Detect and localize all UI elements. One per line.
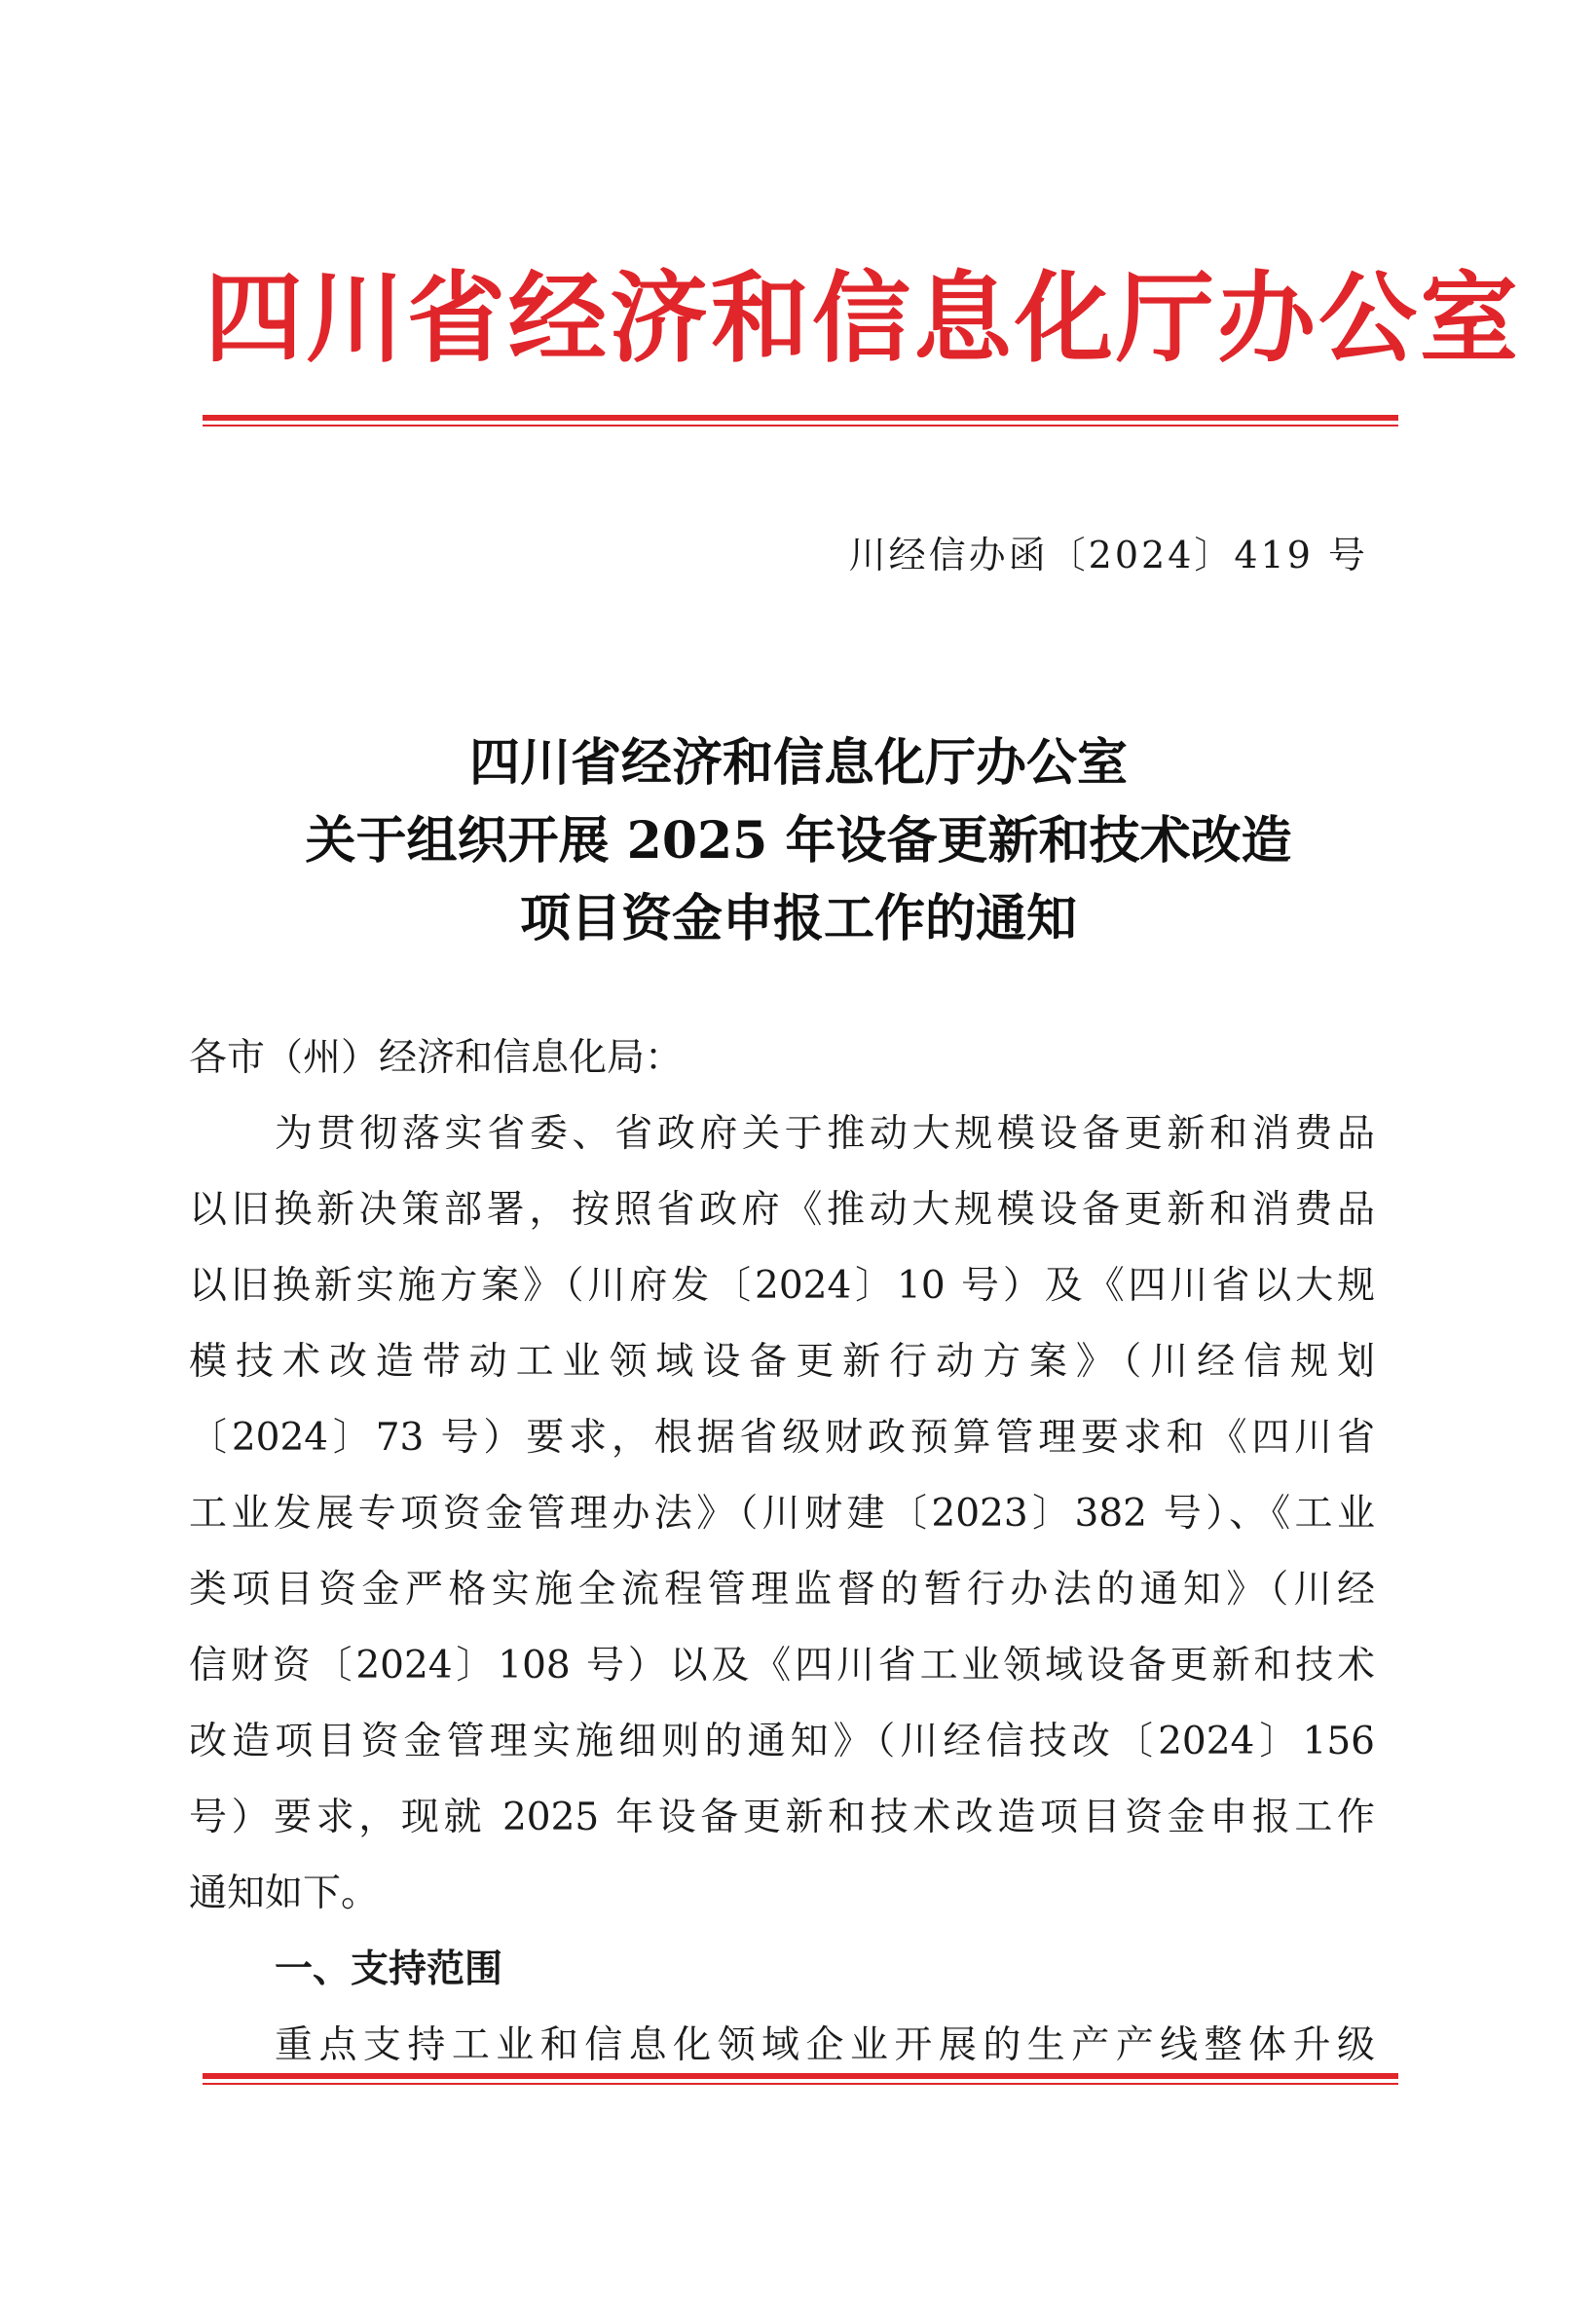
paragraph-line: 类项目资金严格实施全流程管理监督的暂行办法的通知》（川经 <box>189 1568 1375 1612</box>
masthead: 四川省经济和信息化厅办公室 <box>204 260 1522 376</box>
document-number: 川经信办函〔2024〕419 号 <box>848 534 1368 576</box>
paragraph-line: 以旧换新决策部署，按照省政府《推动大规模设备更新和消费品 <box>189 1188 1375 1232</box>
paragraph-line: 信财资〔2024〕108 号）以及《四川省工业领域设备更新和技术 <box>189 1644 1375 1687</box>
section-heading: 一、支持范围 <box>275 1947 503 1991</box>
paragraph-line: 以旧换新实施方案》（川府发〔2024〕10 号）及《四川省以大规 <box>189 1264 1375 1308</box>
salutation: 各市（州）经济和信息化局： <box>189 1036 684 1080</box>
paragraph-line: 通知如下。 <box>189 1872 380 1915</box>
paragraph-line: 工业发展专项资金管理办法》（川财建〔2023〕382 号）、《工业 <box>189 1492 1375 1536</box>
masthead-divider <box>203 415 1398 426</box>
title-line-2: 关于组织开展 2025 年设备更新和技术改造 <box>305 811 1292 871</box>
paragraph-line: 重点支持工业和信息化领域企业开展的生产产线整体升级 <box>275 2023 1375 2067</box>
document-title <box>185 724 1412 958</box>
paragraph-line: 模技术改造带动工业领域设备更新行动方案》（川经信规划 <box>189 1340 1375 1384</box>
document-body <box>189 1020 1375 2084</box>
paragraph-line: 为贯彻落实省委、省政府关于推动大规模设备更新和消费品 <box>275 1112 1375 1156</box>
title-line-3: 项目资金申报工作的通知 <box>519 889 1077 948</box>
footer-divider <box>203 2073 1398 2085</box>
paragraph-line: 〔2024〕73 号）要求，根据省级财政预算管理要求和《四川省 <box>189 1416 1375 1460</box>
title-line-1: 四川省经济和信息化厅办公室 <box>468 733 1128 793</box>
paragraph-line: 改造项目资金管理实施细则的通知》（川经信技改〔2024〕156 <box>189 1720 1375 1763</box>
paragraph-line: 号）要求，现就 2025 年设备更新和技术改造项目资金申报工作 <box>189 1796 1375 1839</box>
